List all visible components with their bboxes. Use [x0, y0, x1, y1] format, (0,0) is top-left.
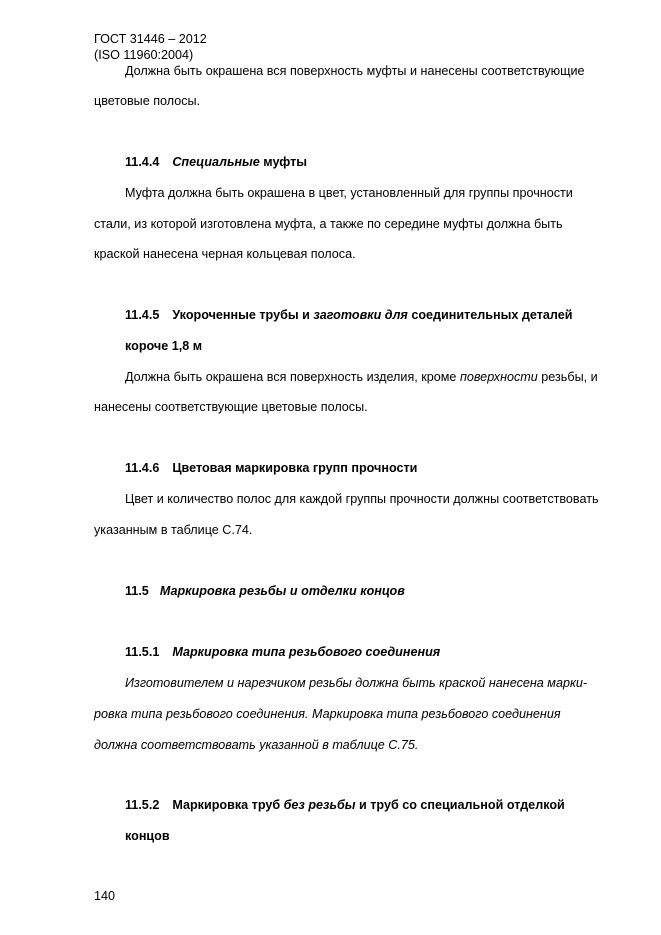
paragraph-line: Должна быть окрашена вся поверхность муфты и нанесены соответствующие: [125, 64, 585, 78]
section-title: соединительных деталей: [407, 308, 573, 322]
section-title: Цветовая маркировка групп прочности: [172, 461, 418, 475]
section-number: 11.4.4: [125, 155, 160, 169]
section-title: и труб со специальной отделкой: [355, 798, 565, 812]
paragraph-line: краской нанесена черная кольцевая полоса.: [94, 247, 356, 261]
paragraph-line: ровка типа резьбового соединения. Маркировка типа резьбового соединения: [94, 707, 561, 721]
paragraph-line: стали, из которой изготовлена муфта, а также по середине муфты должна быть: [94, 217, 563, 231]
page-number: 140: [94, 889, 116, 903]
text-run: Должна быть окрашена вся поверхность изделия, кроме: [125, 370, 460, 384]
section-heading-11-4-4: [125, 154, 307, 170]
section-number: 11.5.1: [125, 645, 160, 659]
section-number: 11.5.2: [125, 798, 160, 812]
section-heading-11-4-5: [125, 307, 572, 323]
paragraph-line: должна соответствовать указанной в таблице С.75.: [94, 738, 419, 752]
section-title-italic: Специальные: [172, 155, 260, 169]
standard-number: ГОСТ 31446 – 2012: [94, 32, 207, 46]
section-title-continued: концов: [125, 829, 170, 843]
section-title: Маркировка труб: [172, 798, 284, 812]
paragraph-line: Муфта должна быть окрашена в цвет, установленный для группы прочности: [125, 186, 573, 200]
text-run: резьбы, и: [537, 370, 598, 384]
section-title-italic: Маркировка резьбы и отделки концов: [159, 584, 405, 598]
section-title-italic: заготовки для: [313, 308, 408, 322]
paragraph-line: указанным в таблице С.74.: [94, 523, 253, 537]
section-title-italic: без резьбы: [283, 798, 356, 812]
paragraph-line: [125, 369, 598, 385]
section-number: 11.5: [125, 584, 149, 598]
paragraph-line: цветовые полосы.: [94, 94, 201, 108]
section-heading-11-4-6: [125, 460, 417, 476]
paragraph-line: Изготовителем и нарезчиком резьбы должна быть краской нанесена марки-: [125, 676, 588, 690]
iso-reference: (ISO 11960:2004): [94, 48, 194, 62]
section-heading-11-5-2: [125, 797, 565, 813]
section-number: 11.4.6: [125, 461, 160, 475]
section-title-continued: короче 1,8 м: [125, 339, 203, 353]
paragraph-line: Цвет и количество полос для каждой группы прочности должны соответствовать: [125, 492, 599, 506]
section-heading-11-5-1: [125, 644, 440, 660]
section-title: муфты: [259, 155, 308, 169]
section-number: 11.4.5: [125, 308, 160, 322]
paragraph-line: нанесены соответствующие цветовые полосы.: [94, 400, 368, 414]
section-title-italic: Маркировка типа резьбового соединения: [172, 645, 441, 659]
text-run-italic: поверхности: [459, 370, 538, 384]
section-title: Укороченные трубы и: [172, 308, 314, 322]
section-heading-11-5: [125, 583, 405, 599]
